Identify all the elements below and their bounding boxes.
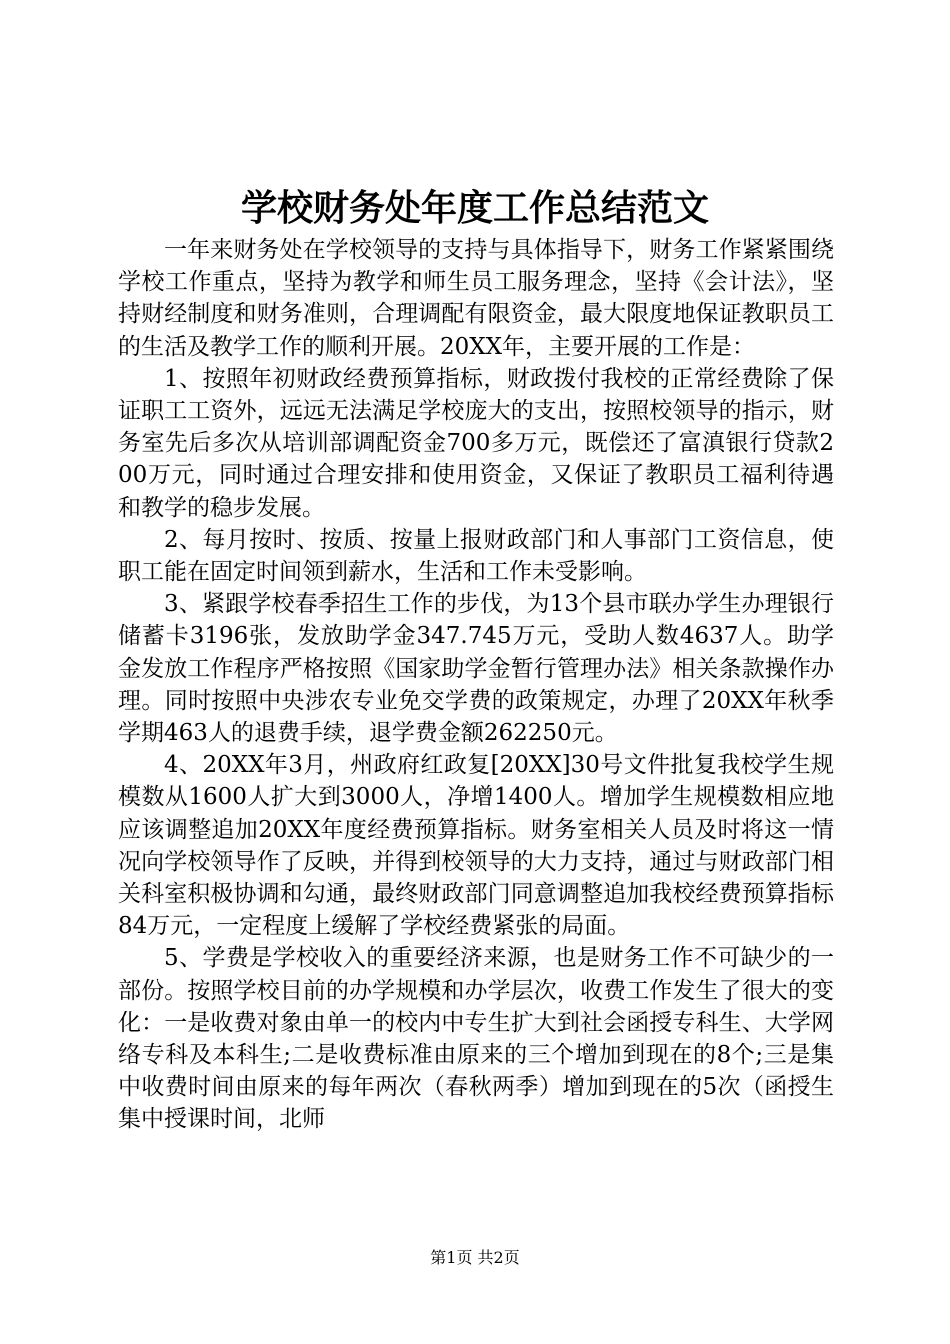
paragraph-item-2: 2、每月按时、按质、按量上报财政部门和人事部门工资信息，使职工能在固定时间领到薪水，生活和工作未受影响。: [118, 526, 834, 586]
paragraph-item-4: 4、20XX年3月，州政府红政复[20XX]30号文件批复我校学生规模数从1600人扩大到3000人，净增1400人。增加学生规模数相应地应该调整追加20XX年度经费预算指标。财务室相关人员及时将这一情况向学校领导作了反映，并得到校领导的大力支持，通过与财政部门相关科室积极协调和勾通，最终财政部门同意调整追加我校经费预算指标84万元，一定程度上缓解了学校经费紧张的局面。: [118, 752, 834, 940]
paragraph-item-3: 3、紧跟学校春季招生工作的步伐，为13个县市联办学生办理银行储蓄卡3196张，发放助学金347.745万元，受助人数4637人。助学金发放工作程序严格按照《国家助学金暂行管理办法》相关条款操作办理。同时按照中央涉农专业免交学费的政策规定，办理了20XX年秋季学期463人的退费手续，退学费金额262250元。: [118, 591, 834, 747]
intro-paragraph: 一年来财务处在学校领导的支持与具体指导下，财务工作紧紧围绕学校工作重点，坚持为教学和师生员工服务理念，坚持《会计法》，坚持财经制度和财务准则，合理调配有限资金，最大限度地保证教职员工的生活及教学工作的顺利开展。20XX年，主要开展的工作是：: [118, 237, 834, 360]
paragraph-item-5: 5、学费是学校收入的重要经济来源，也是财务工作不可缺少的一部份。按照学校目前的办学规模和办学层次，收费工作发生了很大的变化：一是收费对象由单一的校内中专生扩大到社会函授专科生、大学网络专科及本科生;二是收费标准由原来的三个增加到现在的8个;三是集中收费时间由原来的每年两次（春秋两季）增加到现在的5次（函授生集中授课时间，北师: [118, 945, 834, 1133]
page-number-footer: 第1页 共2页: [430, 1248, 520, 1267]
document-title: 学校财务处年度工作总结范文: [240, 187, 709, 229]
document-body: [118, 234, 834, 1136]
paragraph-item-1: 1、按照年初财政经费预算指标，财政拨付我校的正常经费除了保证职工工资外，远远无法满足学校庞大的支出，按照校领导的指示，财务室先后多次从培训部调配资金700多万元，既偿还了富滇银行贷款200万元，同时通过合理安排和使用资金，又保证了教职员工福利待遇和教学的稳步发展。: [118, 365, 834, 521]
